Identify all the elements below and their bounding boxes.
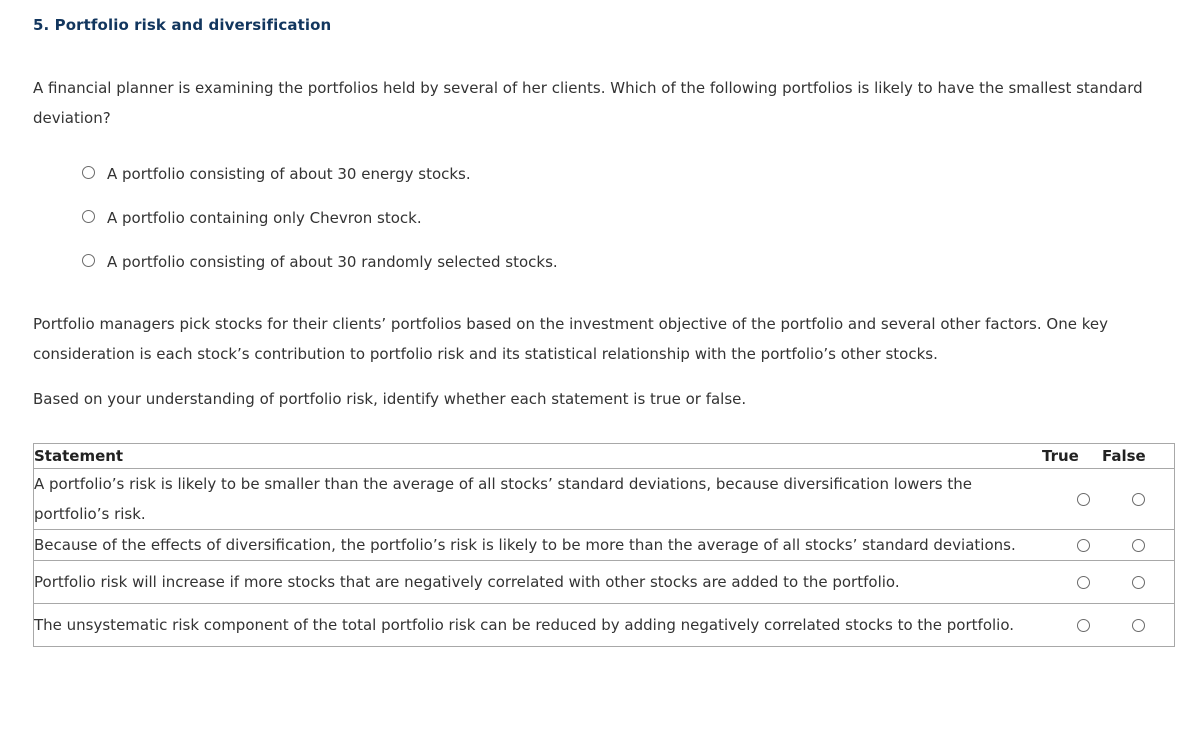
table-row xyxy=(34,604,1175,647)
false-radio[interactable] xyxy=(1132,576,1145,589)
statement-text: A portfolio’s risk is likely to be smaller than the average of all stocks’ standard deviations, because diversification lowers the portfolio’s risk. xyxy=(34,469,1043,530)
true-radio[interactable] xyxy=(1077,576,1090,589)
option-energy-stocks[interactable] xyxy=(82,152,558,196)
statement-table xyxy=(33,443,1175,647)
true-radio[interactable] xyxy=(1077,539,1090,552)
header-false: False xyxy=(1102,444,1175,469)
question-text: A financial planner is examining the portfolios held by several of her clients. Which of the following portfolios is likely to have the smallest standard deviation? xyxy=(33,79,1143,127)
context-paragraph: Portfolio managers pick stocks for their clients’ portfolios based on the investment objective of the portfolio and several other factors. One key consideration is each stock’s contribution to portfolio risk and its statistical relationship with the portfolio’s other stocks. xyxy=(33,315,1108,363)
false-radio[interactable] xyxy=(1132,539,1145,552)
true-radio[interactable] xyxy=(1077,619,1090,632)
option-random-stocks[interactable] xyxy=(82,240,558,284)
false-radio[interactable] xyxy=(1132,619,1145,632)
instruction-paragraph: Based on your understanding of portfolio risk, identify whether each statement is true or false. xyxy=(33,390,747,408)
statement-text: Portfolio risk will increase if more stocks that are negatively correlated with other stocks are added to the portfolio. xyxy=(34,561,1043,604)
statement-text: The unsystematic risk component of the total portfolio risk can be reduced by adding negatively correlated stocks to the portfolio. xyxy=(34,604,1043,647)
radio-button[interactable] xyxy=(82,166,95,179)
answer-options xyxy=(82,152,558,284)
table-row xyxy=(34,469,1175,530)
statement-text: Because of the effects of diversification, the portfolio’s risk is likely to be more than the average of all stocks’ standard deviations. xyxy=(34,530,1043,561)
radio-button[interactable] xyxy=(82,254,95,267)
option-label: A portfolio consisting of about 30 randomly selected stocks. xyxy=(107,253,558,271)
table-header-row xyxy=(34,444,1175,469)
option-label: A portfolio consisting of about 30 energy stocks. xyxy=(107,165,471,183)
radio-button[interactable] xyxy=(82,210,95,223)
option-label: A portfolio containing only Chevron stock. xyxy=(107,209,422,227)
table-row xyxy=(34,530,1175,561)
option-chevron-stock[interactable] xyxy=(82,196,558,240)
false-radio[interactable] xyxy=(1132,493,1145,506)
header-true: True xyxy=(1042,444,1102,469)
header-statement: Statement xyxy=(34,444,1043,469)
page-title: 5. Portfolio risk and diversification xyxy=(33,16,332,34)
table-row xyxy=(34,561,1175,604)
true-radio[interactable] xyxy=(1077,493,1090,506)
